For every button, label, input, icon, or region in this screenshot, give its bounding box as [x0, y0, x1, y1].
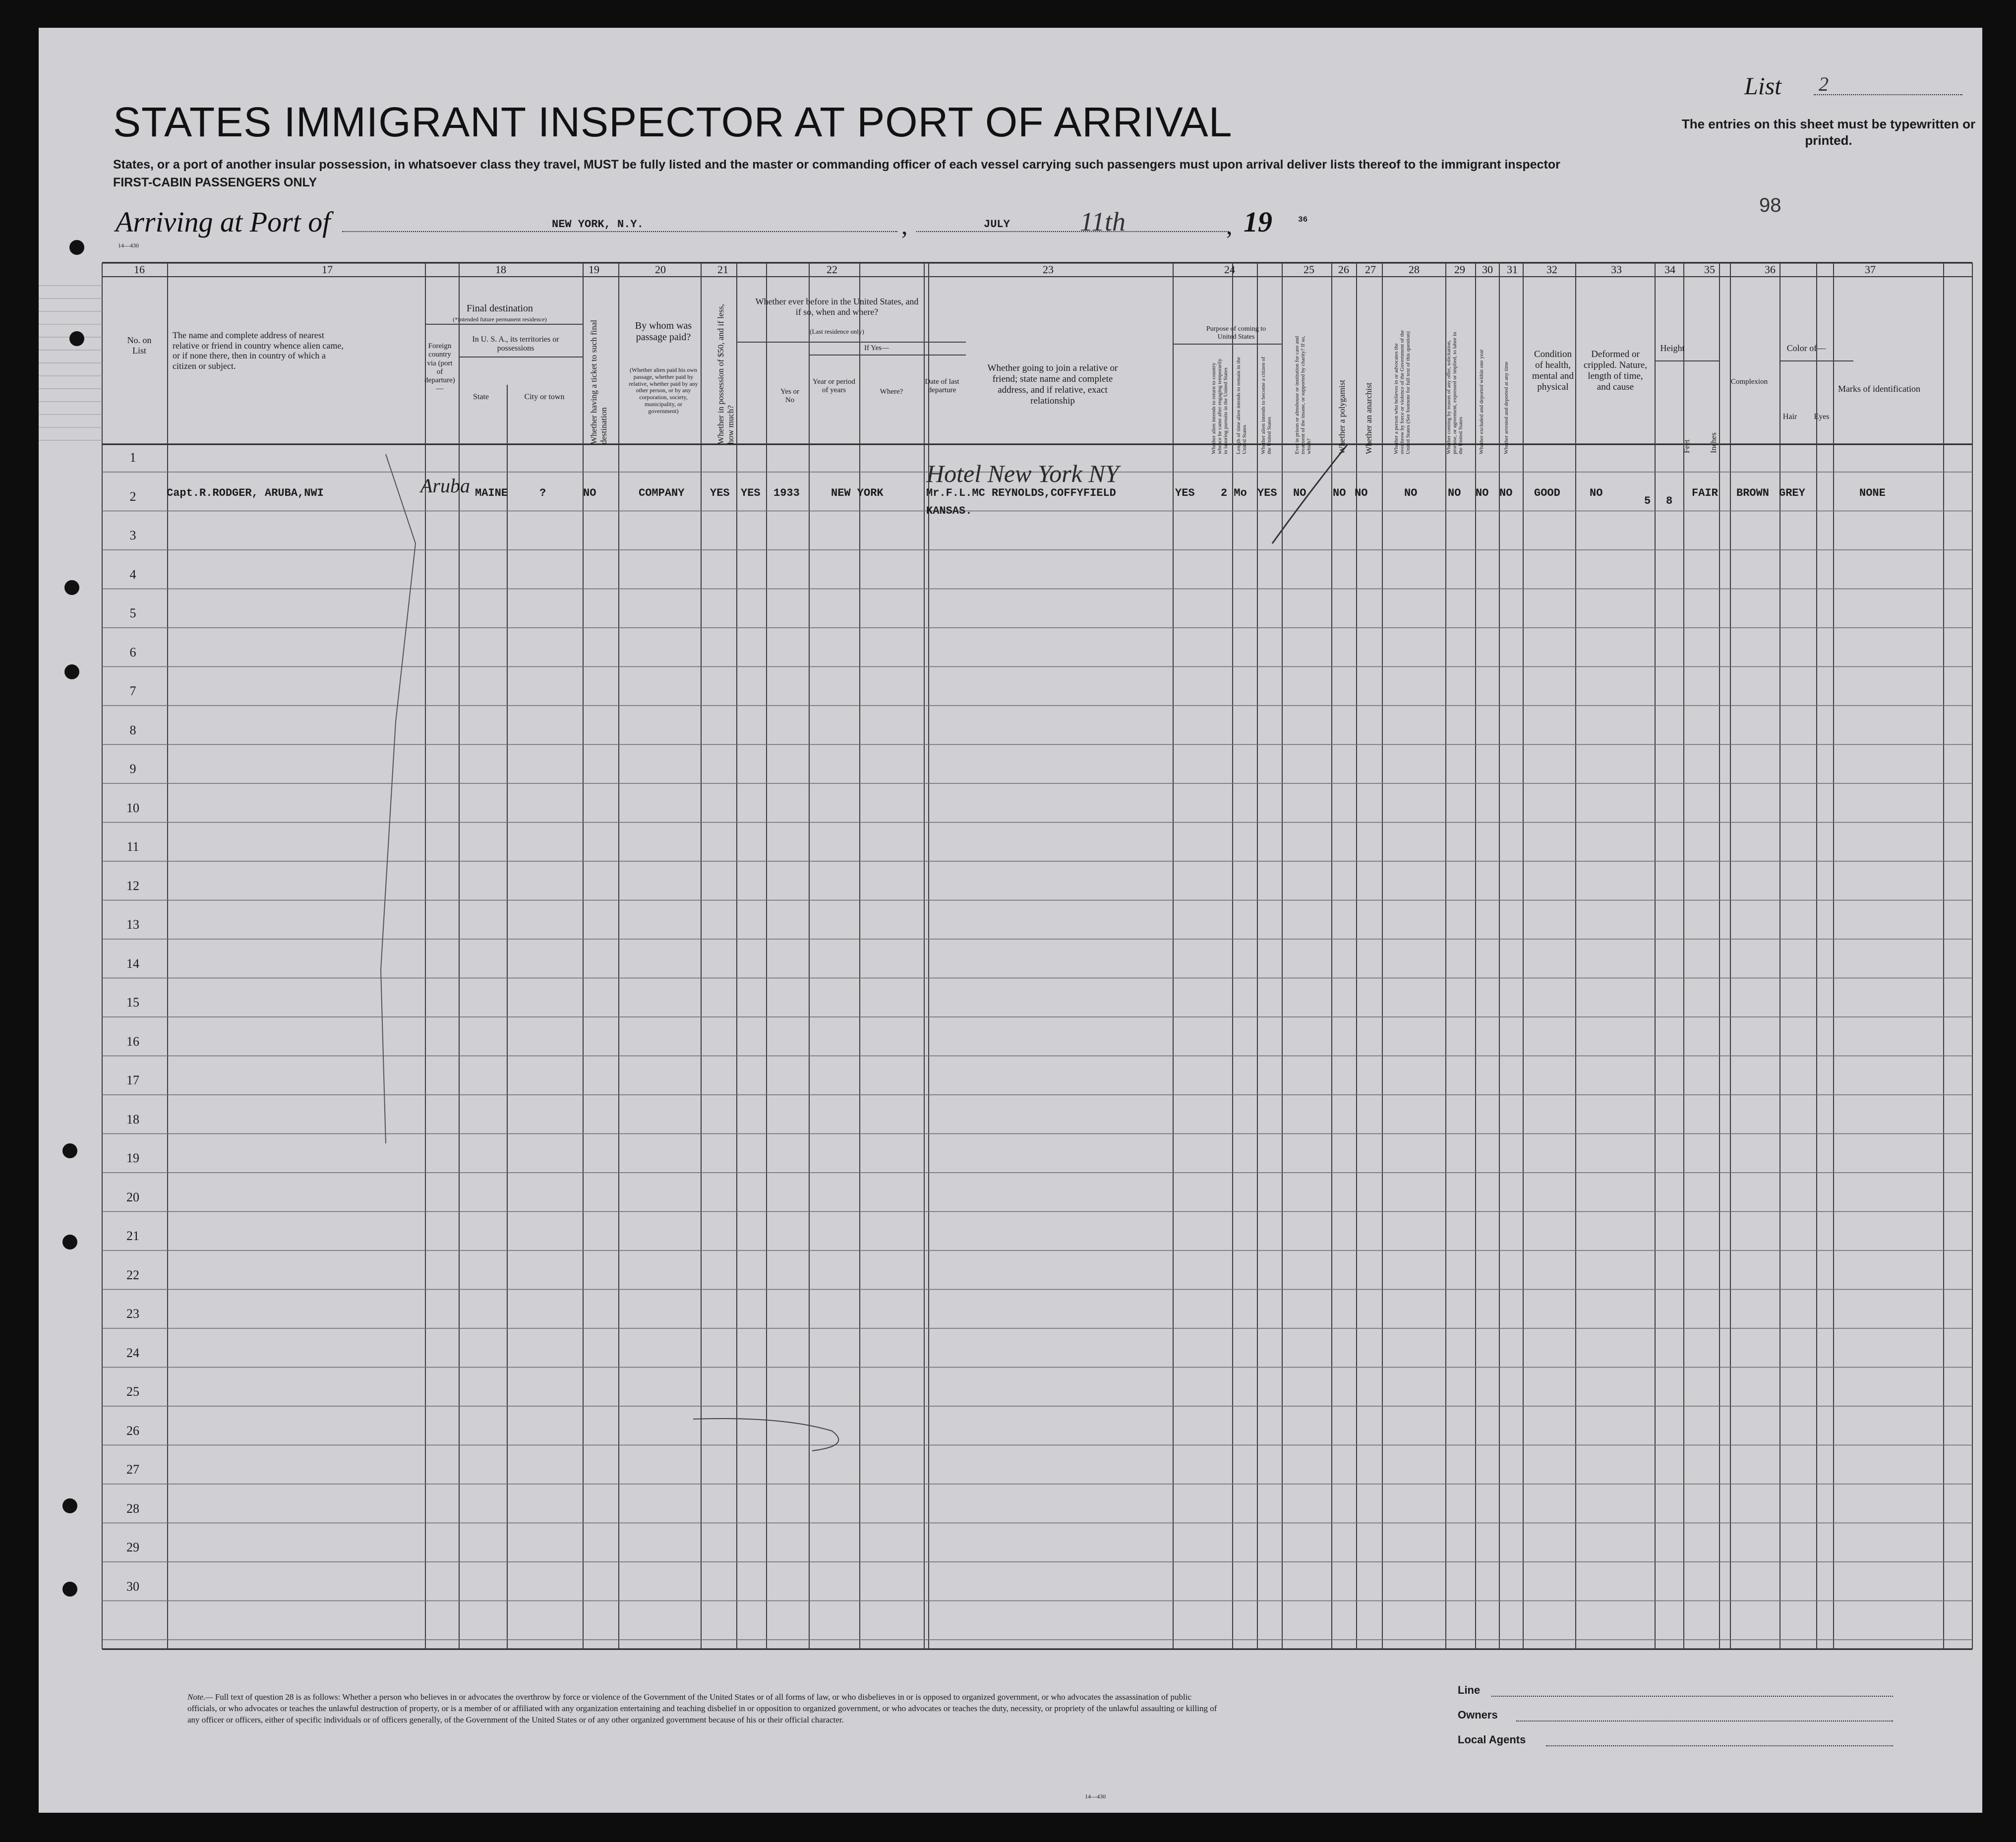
- col-num-29: 29: [1454, 263, 1465, 276]
- hdr-if-yes: If Yes—: [864, 344, 889, 352]
- entry-purpose-a: YES: [1175, 487, 1195, 499]
- hdr-last-residence: (Last residence only): [810, 328, 864, 335]
- hdr-possession-50: Whether in possession of $50, and if less, how much?: [716, 304, 736, 444]
- row-number: 2: [129, 489, 136, 504]
- row-number: 15: [126, 995, 139, 1010]
- punch-hole: [62, 1498, 77, 1513]
- entry-q26: NO: [1333, 487, 1346, 499]
- row-number: 18: [126, 1112, 139, 1127]
- hdr-color-of: Color of—: [1786, 343, 1826, 353]
- col-num-36: 36: [1765, 263, 1776, 276]
- comma-1: ,: [901, 212, 908, 239]
- hdr-purpose-b: Length of time alien intends to remain in the United States: [1236, 357, 1248, 454]
- row-number: 14: [126, 956, 139, 971]
- hdr-inches: Inches: [1710, 432, 1718, 453]
- row-number: 13: [126, 917, 139, 932]
- entry-hair: BROWN: [1736, 487, 1770, 499]
- manifest-grid: [39, 28, 1982, 1813]
- entry-year: 1933: [773, 487, 800, 499]
- entry-hotel-note: Hotel New York NY: [926, 460, 1119, 487]
- hdr-year-period: Year or period of years: [813, 378, 855, 395]
- row-number: 11: [126, 839, 139, 854]
- form-code-bottom: 14—430: [1085, 1793, 1106, 1800]
- hdr-polygamist: Whether a polygamist: [1337, 379, 1347, 454]
- arrival-month: JULY: [984, 218, 1010, 231]
- hdr-purpose: Purpose of coming to United States: [1206, 325, 1266, 341]
- entry-ticket: NO: [583, 487, 596, 499]
- col-num-19: 19: [589, 263, 599, 276]
- row-number: 25: [126, 1384, 139, 1399]
- hdr-deformed: Deformed or crippled. Nature, length of time, and cause: [1583, 349, 1648, 392]
- col-num-24: 24: [1224, 263, 1235, 276]
- hdr-q31: Whether arrested and deported at any time: [1503, 361, 1509, 454]
- entry-city: ?: [539, 487, 546, 499]
- hdr-in-usa: In U. S. A., its territories or possessions: [472, 335, 559, 353]
- row-number: 23: [126, 1307, 139, 1321]
- row-number: 24: [126, 1345, 139, 1360]
- hdr-where: Where?: [880, 388, 903, 396]
- row-number: 3: [129, 528, 136, 542]
- col-num-21: 21: [717, 263, 728, 276]
- hdr-q29: Whether coming by reason of any offer, solicitation, promise, or agreement, expressed or implied, to labor in the United States: [1446, 332, 1464, 454]
- row-number: 30: [126, 1579, 139, 1594]
- footnote-text: Full text of question 28 is as follows: Whether a person who believes in or advocates the overthrow by force or violence of the Government of the United States or of all forms of law, or who disbelieves in or is opposed to organized government, or who advocates the assassination of public officials, or who advocates or teaches the unlawful destruction of property, or is a member of or affiliated with any organization entertaining and teaching disbelief in or opposition to organized government, or who advocates or teaches the duty, necessity, or propriety of the unlawful assaulting or killing of any officer or officers, either of specific individuals or of officers generally, of the Government of the United States or of any other organized government because of his or their official character.: [187, 1692, 1217, 1724]
- entry-join-relative: Mr.F.L.MC REYNOLDS,COFFYFIELD: [926, 487, 1116, 499]
- hdr-foreign-country: Foreign country via (port of departure)—: [424, 342, 455, 393]
- hdr-ever-before: Whether ever before in the United States, and if so, when and where?: [755, 297, 919, 317]
- row-number: 26: [126, 1423, 139, 1438]
- form-title: STATES IMMIGRANT INSPECTOR AT PORT OF ARRIVAL: [113, 99, 1233, 145]
- year-suffix: 36: [1298, 215, 1308, 224]
- pen-stroke: [381, 454, 415, 1143]
- entry-q25: NO: [1293, 487, 1306, 499]
- col-num-31: 31: [1507, 263, 1518, 276]
- entry-has-50: YES: [710, 487, 730, 499]
- entry-feet: 5: [1644, 495, 1651, 507]
- hdr-complexion: Complexion: [1730, 378, 1768, 386]
- entry-purpose-b: 2 Mo: [1221, 487, 1247, 499]
- row-number: 20: [126, 1189, 139, 1204]
- hdr-final-destination: Final destination: [467, 303, 533, 314]
- row-number: 22: [126, 1267, 139, 1282]
- footer-agents-blank: [1546, 1745, 1893, 1746]
- punch-hole: [62, 1582, 77, 1597]
- entry-q31: NO: [1499, 487, 1513, 499]
- row-number: 9: [129, 762, 136, 776]
- port-line: [342, 231, 897, 232]
- row-number: 8: [129, 722, 136, 737]
- manifest-sheet: [39, 28, 1982, 1813]
- col-num-17: 17: [322, 263, 333, 276]
- entry-deformed: NO: [1590, 487, 1603, 499]
- form-code-top: 14—430: [118, 242, 139, 249]
- footer-agents-label: Local Agents: [1458, 1733, 1526, 1746]
- punch-hole: [62, 1143, 77, 1158]
- entry-eyes: GREY: [1779, 487, 1805, 499]
- entry-inches: 8: [1666, 495, 1673, 507]
- comma-2: ,: [1226, 212, 1233, 239]
- hdr-purpose-c: Whether alien intends to become a citizen of the United States: [1260, 357, 1273, 454]
- list-label: List: [1744, 72, 1782, 100]
- form-instructions: States, or a port of another insular possession, in whatsoever class they travel, MUST be fully listed and the master or commanding officer of each vessel carrying such passengers must upon arrival deliver lists thereof to the immigrant inspector: [113, 158, 1560, 172]
- punch-hole: [64, 580, 79, 595]
- entry-q30: NO: [1476, 487, 1489, 499]
- hdr-anarchist: Whether an anarchist: [1364, 382, 1373, 454]
- entry-join-relative-2: KANSAS.: [926, 505, 972, 517]
- col-num-26: 26: [1338, 263, 1349, 276]
- row-number: 27: [126, 1462, 139, 1477]
- hdr-date-departure: Date of last departure: [925, 378, 959, 395]
- col-num-22: 22: [827, 263, 837, 276]
- row-number: 6: [129, 645, 136, 659]
- footnote-label: Note.—: [187, 1692, 213, 1702]
- entry-complexion: FAIR: [1692, 487, 1718, 499]
- list-number-line: [1814, 94, 1962, 95]
- punch-hole: [69, 240, 84, 255]
- entry-q27: NO: [1355, 487, 1368, 499]
- entry-paid-by: COMPANY: [639, 487, 685, 499]
- col-num-23: 23: [1043, 263, 1054, 276]
- footer-owners-blank: [1516, 1721, 1893, 1722]
- hdr-city: City or town: [524, 393, 565, 401]
- hdr-no-on-list: No. on List: [127, 335, 152, 356]
- hdr-passage-paid: By whom was passage paid?: [635, 320, 692, 343]
- entry-q29: NO: [1448, 487, 1461, 499]
- hdr-health: Condition of health, mental and physical: [1532, 349, 1574, 392]
- entry-ever-before: YES: [741, 487, 761, 499]
- year-prefix: 19: [1244, 206, 1272, 238]
- hdr-eyes: Eyes: [1814, 413, 1830, 421]
- pen-stroke: [693, 1419, 838, 1451]
- hdr-nearest-relative: The name and complete address of nearest relative or friend in country whence alien came, or if none there, then in country of which a citizen or subject.: [173, 330, 344, 371]
- hdr-state: State: [473, 393, 489, 401]
- col-num-25: 25: [1304, 263, 1314, 276]
- hdr-final-destination-note: (*Intended future permanent residence): [453, 316, 547, 323]
- typewritten-instruction: The entries on this sheet must be typewritten or printed.: [1681, 117, 1976, 148]
- hdr-q30: Whether excluded and deported within one year: [1479, 349, 1484, 454]
- col-num-28: 28: [1409, 263, 1420, 276]
- row-number: 19: [126, 1151, 139, 1165]
- footer-line-label: Line: [1458, 1684, 1481, 1696]
- row-number: 29: [126, 1540, 139, 1554]
- punch-hole: [64, 664, 79, 679]
- arriving-label: Arriving at Port of: [116, 206, 331, 238]
- entry-marks: NONE: [1859, 487, 1886, 499]
- col-num-18: 18: [495, 263, 506, 276]
- row-number: 7: [129, 684, 136, 698]
- arrival-port: NEW YORK, N.Y.: [552, 218, 644, 231]
- row-number: 28: [126, 1501, 139, 1516]
- entry-relative: Capt.R.RODGER, ARUBA,NWI: [167, 487, 324, 499]
- hdr-hair: Hair: [1782, 413, 1797, 421]
- punch-hole: [69, 331, 84, 346]
- form-class: FIRST-CABIN PASSENGERS ONLY: [113, 176, 317, 189]
- row-number: 16: [126, 1034, 139, 1049]
- entry-state: MAINE: [475, 487, 508, 499]
- row-number: 4: [129, 567, 136, 582]
- punch-hole: [62, 1235, 77, 1249]
- hdr-marks: Marks of identification: [1838, 384, 1920, 394]
- hdr-join-relative: Whether going to join a relative or friend; state name and complete address, and if relative, exact relationship: [987, 363, 1118, 406]
- footer-owners-label: Owners: [1458, 1709, 1498, 1721]
- date-line: [916, 231, 1229, 232]
- col-num-33: 33: [1611, 263, 1622, 276]
- footer-line-blank: [1491, 1696, 1893, 1697]
- hdr-prison: Ever in prison or almshouse or institution for care and treatment of the insane, or supported by charity? If so, which?: [1294, 336, 1312, 454]
- list-number: 2: [1819, 73, 1829, 95]
- entry-health: GOOD: [1534, 487, 1560, 499]
- hdr-passage-paid-note: (Whether alien paid his own passage, whether paid by relative, whether paid by any other person, or by any corporation, society, municipality, or government): [629, 366, 698, 415]
- row-number: 1: [129, 450, 136, 465]
- row-number: 21: [126, 1229, 139, 1243]
- hdr-ticket: Whether having a ticket to such final destination: [589, 319, 609, 444]
- arrival-day: 11th: [1080, 207, 1126, 237]
- col-num-37: 37: [1865, 263, 1876, 276]
- sheet-page-number: 98: [1759, 194, 1781, 216]
- row-number: 10: [126, 800, 139, 815]
- hdr-feet: Feet: [1683, 439, 1691, 453]
- hdr-purpose-a: Whether alien intends to return to country whence he came after engaging temporarily in laboring pursuits in the United States: [1211, 358, 1229, 454]
- col-num-27: 27: [1365, 263, 1376, 276]
- row-number: 5: [129, 606, 136, 620]
- entry-foreign-country: Aruba: [420, 475, 470, 497]
- hdr-yes-no: Yes or No: [780, 388, 800, 405]
- footnote-q28: [187, 1692, 1219, 1726]
- col-num-20: 20: [655, 263, 666, 276]
- col-num-34: 34: [1664, 263, 1675, 276]
- entry-purpose-c: YES: [1257, 487, 1277, 499]
- row-number: 12: [126, 878, 139, 893]
- col-num-30: 30: [1482, 263, 1493, 276]
- entry-where: NEW YORK: [831, 487, 884, 499]
- col-num-35: 35: [1704, 263, 1715, 276]
- row-number: 17: [126, 1073, 139, 1087]
- hdr-height: Height: [1660, 343, 1685, 353]
- col-num-32: 32: [1546, 263, 1557, 276]
- entry-q28: NO: [1404, 487, 1418, 499]
- hdr-q28: Whether a person who believes in or advocates the overthrow by force or violence of the Government of the United States (See footnote for full text of this question): [1393, 330, 1412, 454]
- col-num-16: 16: [134, 263, 145, 276]
